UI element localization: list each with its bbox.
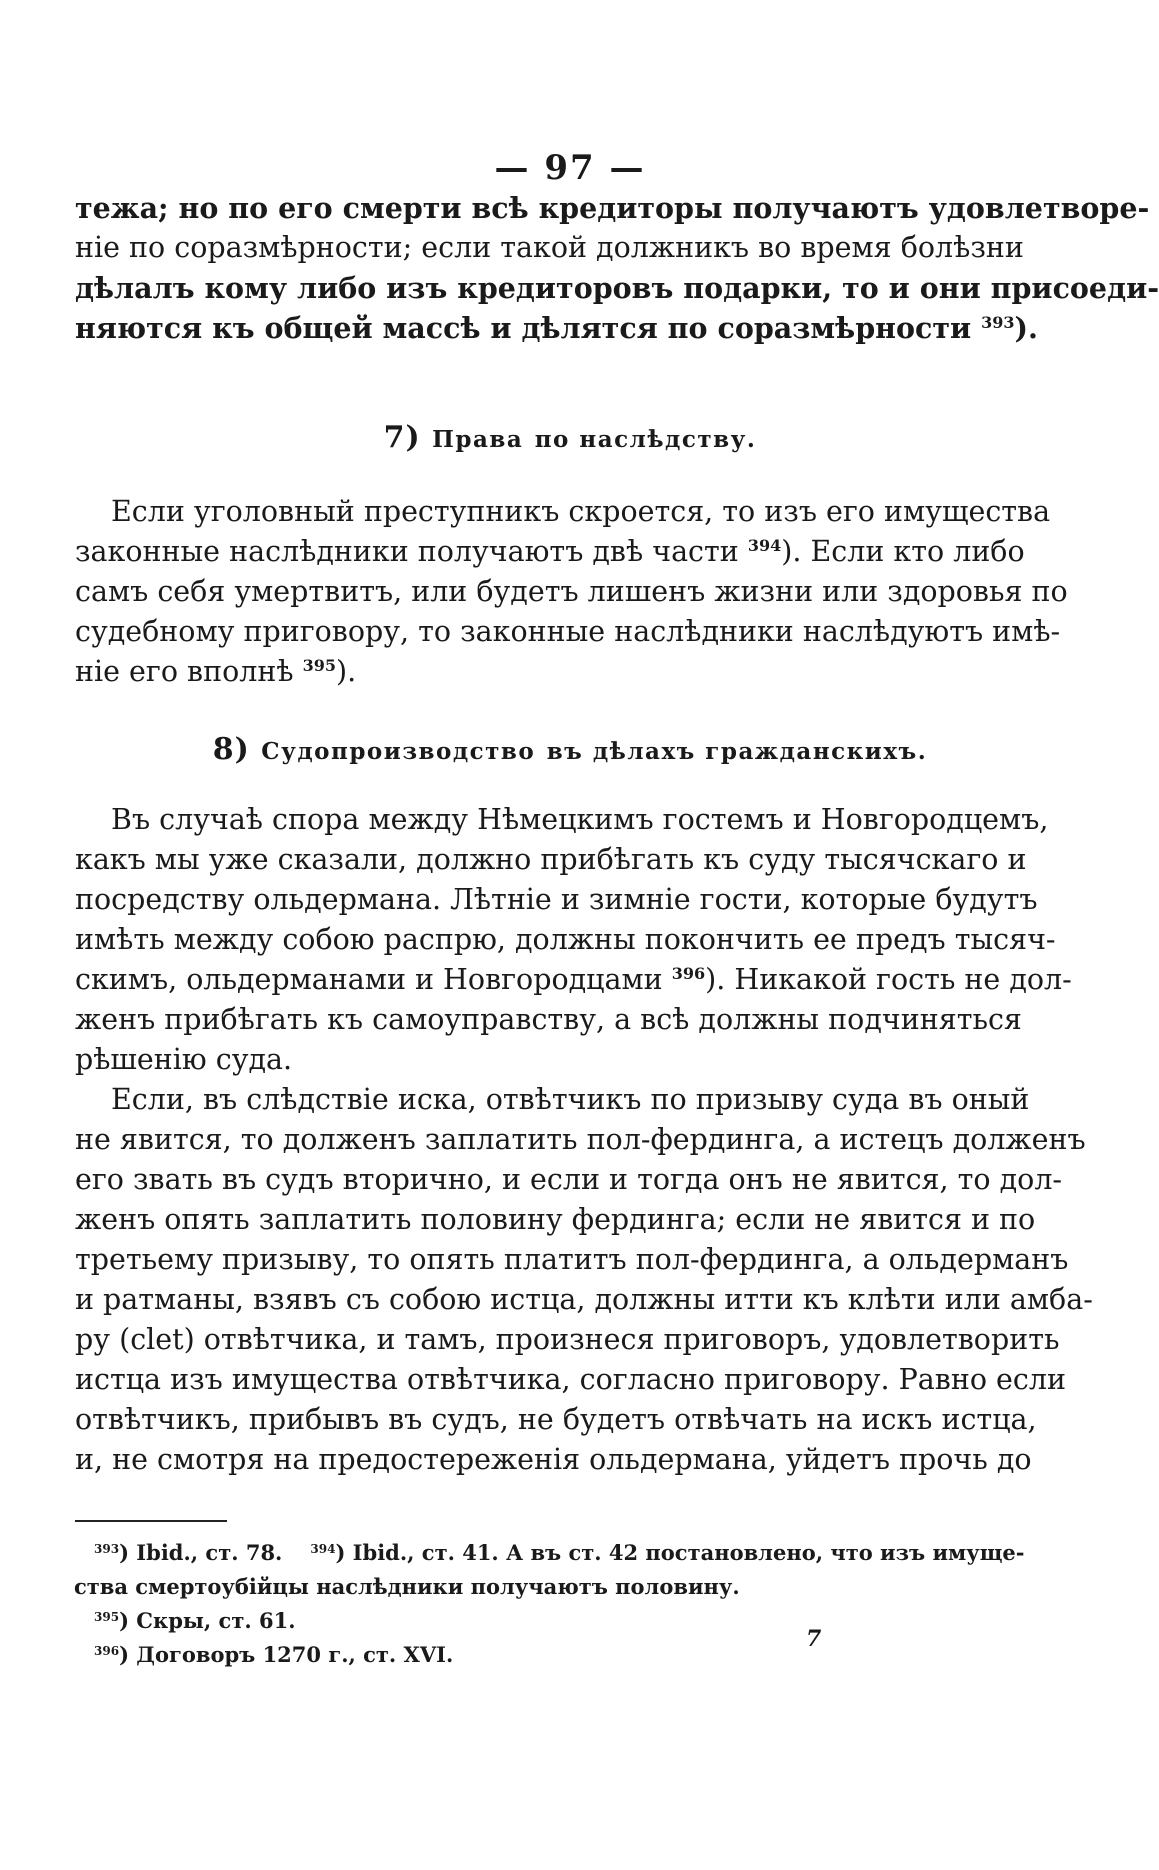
- line-text: ніе его вполнѣ: [75, 655, 294, 688]
- footnote-ref: 393: [981, 313, 1015, 332]
- heading-word: Права: [432, 426, 524, 453]
- heading-rest: въ дѣлахъ гражданскихъ.: [546, 738, 928, 765]
- text-line: женъ опять заплатить половину фердинга; если не явится и по: [75, 1203, 1036, 1236]
- footnote-393-394: [94, 1536, 1025, 1570]
- footnote-number: 393: [94, 1542, 120, 1556]
- line-text: няются къ общей массѣ и дѣлятся по соразмѣрности: [75, 311, 972, 345]
- text-line: [75, 308, 1038, 348]
- text-line: отвѣтчикъ, прибывъ въ судъ, не будетъ отвѣчать на искъ истца,: [75, 1403, 1037, 1436]
- text-line: ніе по соразмѣрности; если такой должникъ во время болѣзни: [75, 231, 1024, 264]
- text-line: самъ себя умертвитъ, или будетъ лишенъ жизни или здоровья по: [75, 575, 1068, 608]
- text-line: истца изъ имущества отвѣтчика, согласно приговору. Равно если: [75, 1363, 1066, 1396]
- text-line: третьему призыву, то опять платитъ пол-фердинга, а ольдерманъ: [75, 1243, 1069, 1276]
- text-line: какъ мы уже сказали, должно прибѣгать къ суду тысячскаго и: [75, 843, 1027, 876]
- text-line: Въ случаѣ спора между Нѣмецкимъ гостемъ и Новгородцемъ,: [111, 803, 1049, 836]
- line-tail: ). Никакой гость не дол-: [705, 963, 1072, 996]
- paragraph-continuation: [75, 188, 1159, 348]
- footnote-number: 395: [94, 1610, 120, 1624]
- section-heading-7: [0, 420, 1140, 455]
- footnote-ref: 394: [747, 536, 782, 555]
- heading-number: 7): [383, 420, 421, 455]
- footnote-393: [94, 1536, 282, 1570]
- text-line: рѣшенію суда.: [75, 1043, 293, 1076]
- paragraph-procedure: [75, 800, 1072, 1080]
- page-number: — 97 —: [494, 148, 646, 188]
- footnote-number: 394: [310, 1542, 336, 1556]
- line-tail: ). Если кто либо: [781, 535, 1025, 568]
- footnote-text: ) Скры, ст. 61.: [119, 1608, 296, 1633]
- text-line: [75, 532, 1025, 572]
- footnote-396: [94, 1638, 974, 1672]
- text-line: и, не смотря на предостереженія ольдермана, уйдетъ прочь до: [75, 1443, 1032, 1476]
- paragraph-inheritance: [75, 492, 1068, 692]
- text-line: Если, въ слѣдствіе иска, отвѣтчикъ по призыву суда въ оный: [111, 1083, 1030, 1116]
- paragraph-lawsuit: [75, 1080, 1093, 1480]
- footnote-395: [94, 1604, 974, 1638]
- text-line: женъ прибѣгать къ самоуправству, а всѣ должны подчиняться: [75, 1003, 1022, 1036]
- line-text: законные наслѣдники получаютъ двѣ части: [75, 535, 739, 568]
- text-line: тежа; но по его смерти всѣ кредиторы получаютъ удовлетворе-: [75, 191, 1150, 225]
- footnote-text: ) Ibid., ст. 78.: [119, 1540, 283, 1565]
- line-text: скимъ, ольдерманами и Новгородцами: [75, 963, 663, 996]
- footnote-text: ) Договоръ 1270 г., ст. XVI.: [119, 1642, 454, 1667]
- footnote-394: [310, 1536, 1024, 1570]
- line-tail: ).: [1014, 311, 1038, 345]
- text-line: не явится, то долженъ заплатить пол-фердинга, а истецъ долженъ: [75, 1123, 1086, 1156]
- signature-mark: 7: [806, 1626, 822, 1652]
- footnote-ref: 396: [671, 964, 706, 983]
- text-line: дѣлалъ кому либо изъ кредиторовъ подарки, то и они присоеди-: [75, 271, 1159, 305]
- text-line: [75, 652, 970, 692]
- text-line: его звать въ судъ вторично, и если и тогда онъ не явится, то дол-: [75, 1163, 1063, 1196]
- text-line: посредству ольдермана. Лѣтніе и зимніе гости, которые будутъ: [75, 883, 1038, 916]
- text-line: имѣть между собою распрю, должны покончить ее предъ тысяч-: [75, 923, 1056, 956]
- heading-rest: по наслѣдству.: [534, 426, 757, 453]
- footnote-number: 396: [94, 1644, 120, 1658]
- footnotes: [74, 1536, 1025, 1672]
- text-line: ру (clet) отвѣтчика, и тамъ, произнеся приговоръ, удовлетворить: [75, 1323, 1060, 1356]
- heading-number: 8): [212, 732, 250, 767]
- text-line: [75, 960, 1072, 1000]
- footnote-divider: [75, 1520, 227, 1522]
- heading-word: Судопроизводство: [261, 738, 536, 765]
- footnote-text: ) Ibid., ст. 41. А въ ст. 42 постановлено, что изъ имуще-: [335, 1540, 1025, 1565]
- section-heading-8: [0, 732, 1140, 767]
- footnote-ref: 395: [302, 656, 337, 675]
- footnote-394-continuation: ства смертоубійцы наслѣдники получаютъ половину.: [74, 1574, 740, 1599]
- text-line: Если уголовный преступникъ скроется, то изъ его имущества: [111, 495, 1051, 528]
- text-line: и ратманы, взявъ съ собою истца, должны итти къ клѣти или амба-: [75, 1283, 1093, 1316]
- text-line: судебному приговору, то законные наслѣдники наслѣдуютъ имѣ-: [75, 615, 1061, 648]
- line-tail: ).: [336, 655, 357, 688]
